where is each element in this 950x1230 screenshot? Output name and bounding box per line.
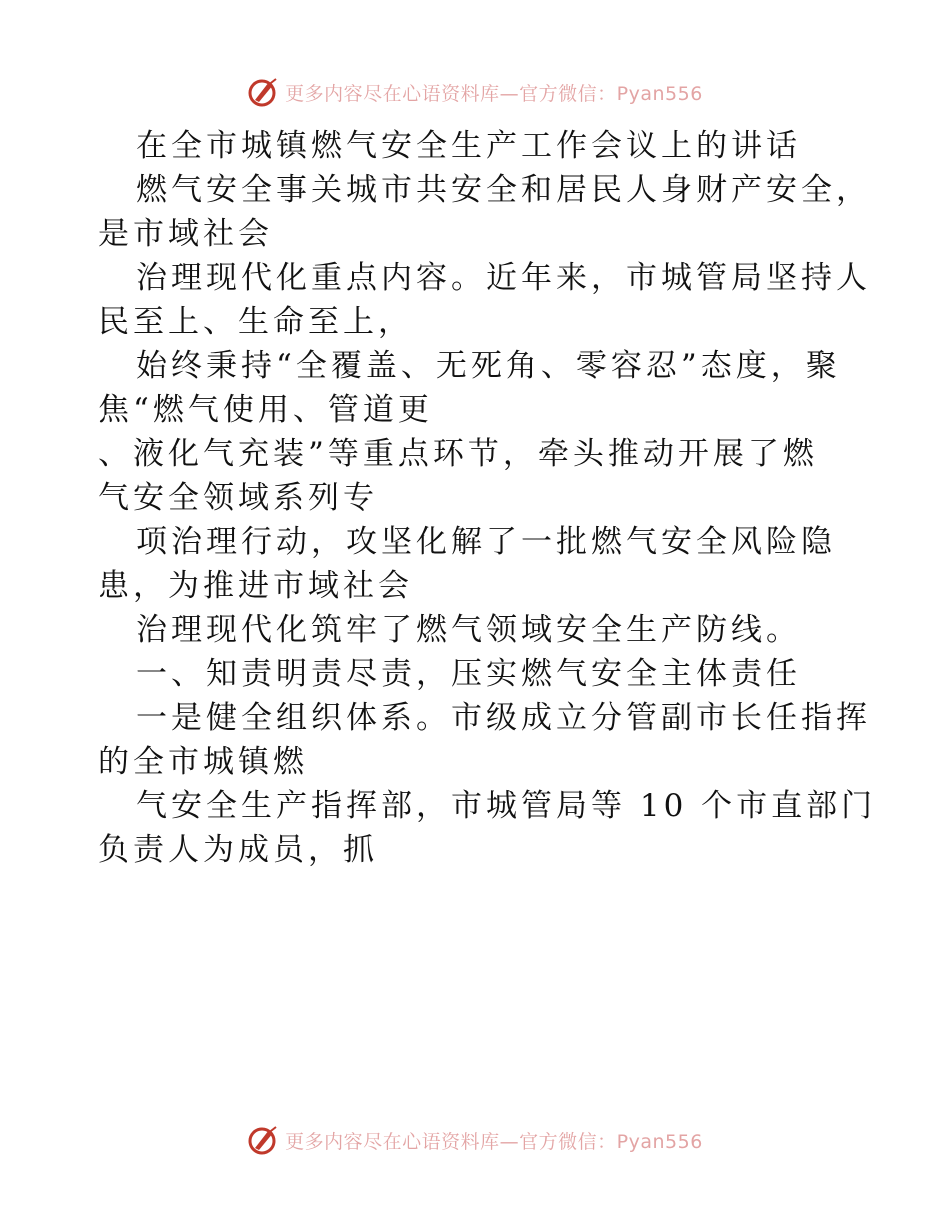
text-line: 在全市城镇燃气安全生产工作会议上的讲话 <box>136 128 801 164</box>
text-line: 患，为推进市域社会 <box>98 568 413 604</box>
text-line: 气安全领域系列专 <box>98 480 378 516</box>
quill-circle-logo-icon <box>247 1124 279 1156</box>
text-line: 治理现代化重点内容。近年来，市城管局坚持人 <box>136 260 871 296</box>
text-line: 始终秉持“全覆盖、无死角、零容忍”态度，聚 <box>136 348 841 384</box>
watermark-banner-bottom <box>0 1120 950 1160</box>
text-line: 是市域社会 <box>98 216 273 252</box>
document-body <box>98 124 877 872</box>
text-line: 燃气安全事关城市共安全和居民人身财产安全， <box>136 172 871 208</box>
text-line: 一是健全组织体系。市级成立分管副市长任指挥 <box>136 700 871 736</box>
text-line: 气安全生产指挥部，市城管局等 10 个市直部门 <box>136 788 877 824</box>
quill-circle-logo-icon <box>247 76 279 108</box>
text-line: 民至上、生命至上， <box>98 304 413 340</box>
text-line: 负责人为成员，抓 <box>98 832 378 868</box>
watermark-banner-top <box>0 72 950 112</box>
text-line: 项治理行动，攻坚化解了一批燃气安全风险隐 <box>136 524 836 560</box>
text-line: 、液化气充装”等重点环节，牵头推动开展了燃 <box>98 436 818 472</box>
text-line: 治理现代化筑牢了燃气领域安全生产防线。 <box>136 612 801 648</box>
text-line: 一、知责明责尽责，压实燃气安全主体责任 <box>136 656 801 692</box>
text-line: 焦“燃气使用、管道更 <box>98 392 433 428</box>
watermark-text: 更多内容尽在心语资料库—官方微信：Pyan556 <box>285 82 703 105</box>
watermark-text: 更多内容尽在心语资料库—官方微信：Pyan556 <box>285 1130 703 1153</box>
text-line: 的全市城镇燃 <box>98 744 308 780</box>
